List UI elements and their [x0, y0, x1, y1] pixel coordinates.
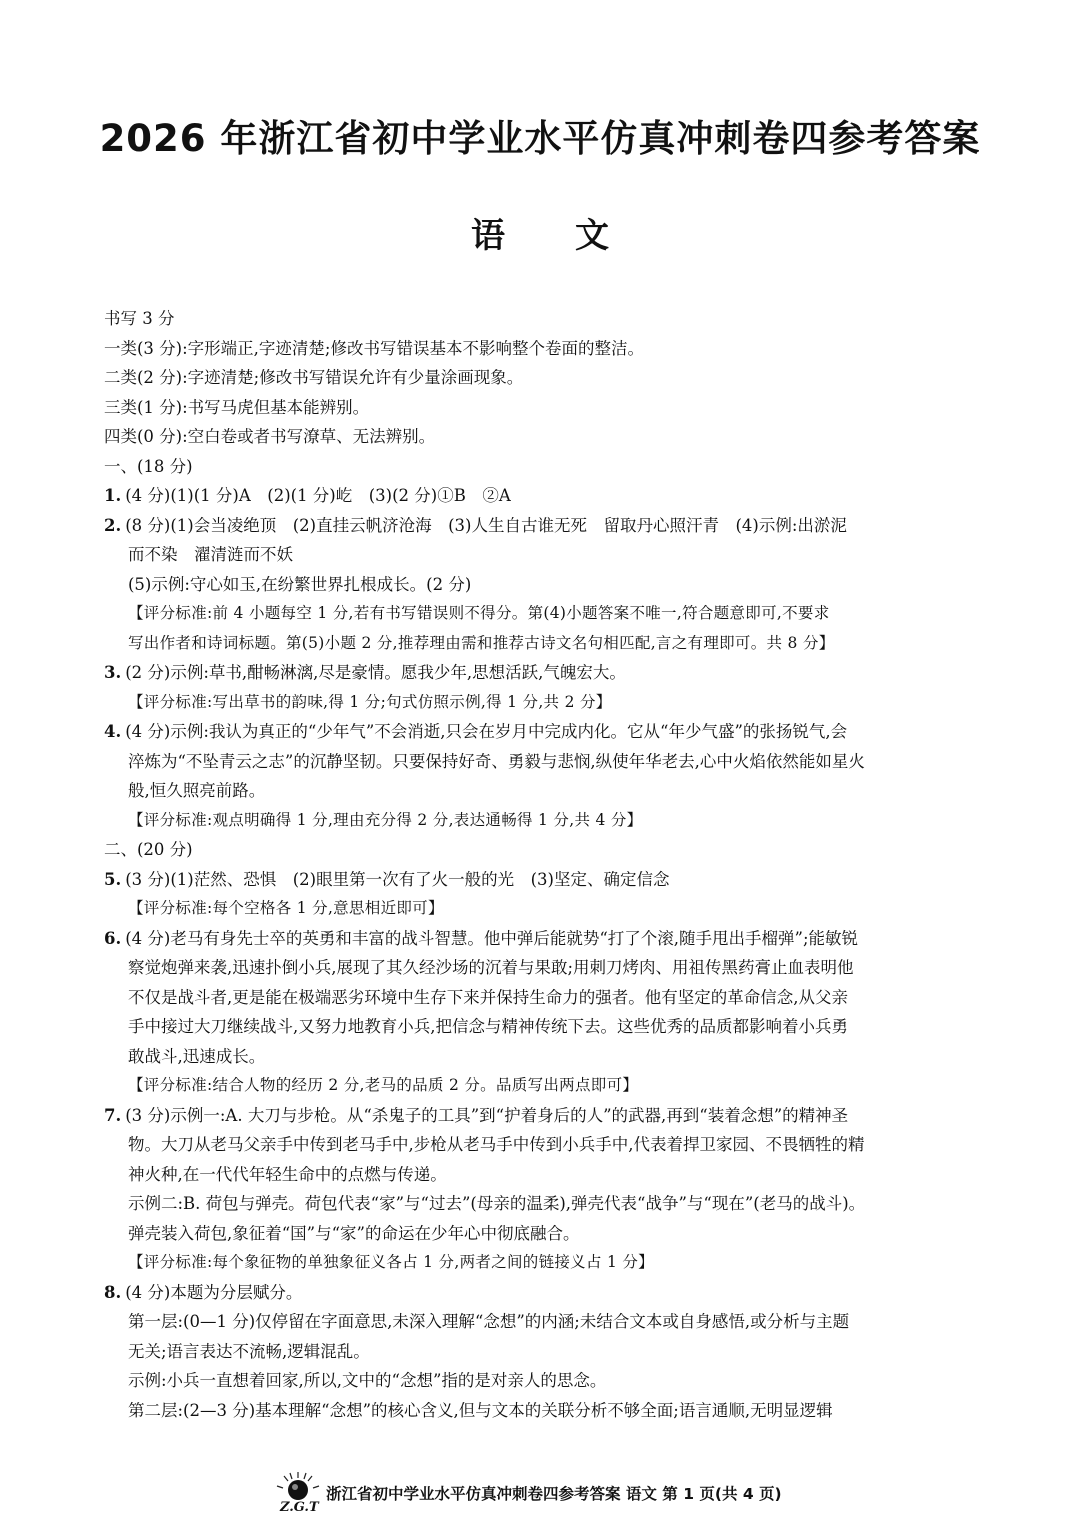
- scoring-standard: 【评分标准:结合人物的经历 2 分,老马的品质 2 分。品质写出两点即可】: [128, 1076, 639, 1094]
- answer-text: (4 分)老马有身先士卒的英勇和丰富的战斗智慧。他中弹后能就势“打了个滚,随手甩出手榴弹”;能敏锐: [125, 928, 859, 948]
- writing-item: 二类(2 分):字迹清楚;修改书写错误允许有少量涂画现象。: [104, 368, 524, 387]
- answer-content: [104, 304, 984, 1425]
- question-number: 6.: [104, 928, 122, 948]
- question-3: [104, 658, 984, 688]
- question-6: [104, 924, 984, 954]
- question-number: 8.: [104, 1282, 122, 1302]
- answer-line: 不仅是战斗者,更是能在极端恶劣环境中生存下来并保持生命力的强者。他有坚定的革命信念,从父亲: [128, 987, 848, 1007]
- answer-text: (2 分)示例:草书,酣畅淋漓,尽是豪情。愿我少年,思想活跃,气魄宏大。: [125, 663, 626, 682]
- question-number: 3.: [104, 663, 122, 682]
- answer-line: 无关;语言表达不流畅,逻辑混乱。: [128, 1341, 370, 1361]
- scoring-standard: 【评分标准:观点明确得 1 分,理由充分得 2 分,表达通畅得 1 分,共 4 分】: [128, 810, 643, 829]
- scoring-standard: 写出作者和诗词标题。第(5)小题 2 分,推荐理由需和推荐古诗文名句相匹配,言之有理即可。共 8 分】: [128, 633, 835, 652]
- question-number: 5.: [104, 869, 122, 889]
- answer-line: 淬炼为“不坠青云之志”的沉静坚韧。只要保持好奇、勇毅与悲悯,纵使年华老去,心中火焰依然能如星火: [128, 751, 865, 771]
- question-number: 4.: [104, 722, 122, 741]
- page-title: 2026 年浙江省初中学业水平仿真冲刺卷四参考答案: [99, 117, 981, 160]
- question-2: [104, 511, 984, 541]
- section-heading: 二、(20 分): [104, 840, 193, 859]
- question-1: [104, 481, 984, 511]
- answer-line: 第一层:(0—1 分)仅停留在字面意思,未深入理解“念想”的内涵;未结合文本或自身感悟,或分析与主题: [128, 1312, 850, 1331]
- answer-text: (8 分)(1)会当凌绝顶 (2)直挂云帆济沧海 (3)人生自古谁无死 留取丹心照汗青 (4)示例:出淤泥: [125, 515, 847, 535]
- question-4: [104, 717, 984, 747]
- answer-line: 敢战斗,迅速成长。: [128, 1046, 266, 1066]
- answer-line: 察觉炮弹来袭,迅速扑倒小兵,展现了其久经沙场的沉着与果敢;用刺刀烤肉、用祖传黑药膏止血表明他: [128, 958, 854, 977]
- section-heading: 一、(18 分): [104, 456, 193, 476]
- logo-text: Z.G.T: [280, 1500, 319, 1514]
- scoring-standard: 【评分标准:写出草书的韵味,得 1 分;句式仿照示例,得 1 分,共 2 分】: [128, 692, 612, 711]
- answer-line: 手中接过大刀继续战斗,又努力地教育小兵,把信念与精神传统下去。这些优秀的品质都影响着小兵勇: [128, 1017, 848, 1036]
- question-5: [104, 865, 984, 895]
- scoring-standard: 【评分标准:每个空格各 1 分,意思相近即可】: [128, 899, 444, 917]
- answer-text: (4 分)示例:我认为真正的“少年气”不会消逝,只会在岁月中完成内化。它从“年少气盛”的张扬锐气,会: [125, 722, 848, 741]
- writing-item: 一类(3 分):字形端正,字迹清楚;修改书写错误基本不影响整个卷面的整洁。: [104, 338, 644, 358]
- question-number: 7.: [104, 1105, 122, 1125]
- writing-item: 三类(1 分):书写马虎但基本能辨别。: [104, 397, 370, 417]
- scoring-standard: 【评分标准:前 4 小题每空 1 分,若有书写错误则不得分。第(4)小题答案不唯一,符合题意即可,不要求: [128, 604, 830, 622]
- publisher-logo: [270, 1470, 326, 1514]
- answer-text: (4 分)(1)(1 分)A (2)(1 分)屹 (3)(2 分)①B ②A: [125, 486, 511, 505]
- page-footer: [0, 1470, 1080, 1514]
- answer-line: 示例二:B. 荷包与弹壳。荷包代表“家”与“过去”(母亲的温柔),弹壳代表“战争”与“现在”(老马的战斗)。: [128, 1194, 866, 1213]
- answer-text: (4 分)本题为分层赋分。: [125, 1282, 303, 1302]
- writing-heading: 书写 3 分: [104, 309, 175, 328]
- answer-text: (3 分)(1)茫然、恐惧 (2)眼里第一次有了火一般的光 (3)坚定、确定信念: [125, 869, 670, 889]
- question-8: [104, 1278, 984, 1308]
- subject-title: 语文: [471, 216, 679, 256]
- answer-line: 而不染 濯清涟而不妖: [128, 545, 293, 564]
- answer-line: 第二层:(2—3 分)基本理解“念想”的核心含义,但与文本的关联分析不够全面;语言通顺,无明显逻辑: [128, 1400, 833, 1420]
- answer-line: 神火种,在一代代年轻生命中的点燃与传递。: [128, 1164, 447, 1184]
- question-number: 2.: [104, 515, 122, 535]
- question-number: 1.: [104, 486, 122, 505]
- answer-line: 物。大刀从老马父亲手中传到老马手中,步枪从老马手中传到小兵手中,代表着捍卫家园、不畏牺牲的精: [128, 1135, 865, 1154]
- answer-line: 弹壳装入荷包,象征着“国”与“家”的命运在少年心中彻底融合。: [128, 1223, 580, 1243]
- writing-item: 四类(0 分):空白卷或者书写潦草、无法辨别。: [104, 427, 436, 446]
- answer-line: 示例:小兵一直想着回家,所以,文中的“念想”指的是对亲人的思念。: [128, 1371, 607, 1390]
- footer-page-info: 浙江省初中学业水平仿真冲刺卷四参考答案 语文 第 1 页(共 4 页): [326, 1485, 782, 1503]
- answer-text: (3 分)示例一:A. 大刀与步枪。从“杀鬼子的工具”到“护着身后的人”的武器,再到“装着念想”的精神圣: [125, 1105, 849, 1125]
- answer-line: (5)示例:守心如玉,在纷繁世界扎根成长。(2 分): [128, 574, 472, 594]
- scoring-standard: 【评分标准:每个象征物的单独象征义各占 1 分,两者之间的链接义占 1 分】: [128, 1253, 654, 1271]
- question-7: [104, 1101, 984, 1131]
- answer-line: 般,恒久照亮前路。: [128, 781, 266, 800]
